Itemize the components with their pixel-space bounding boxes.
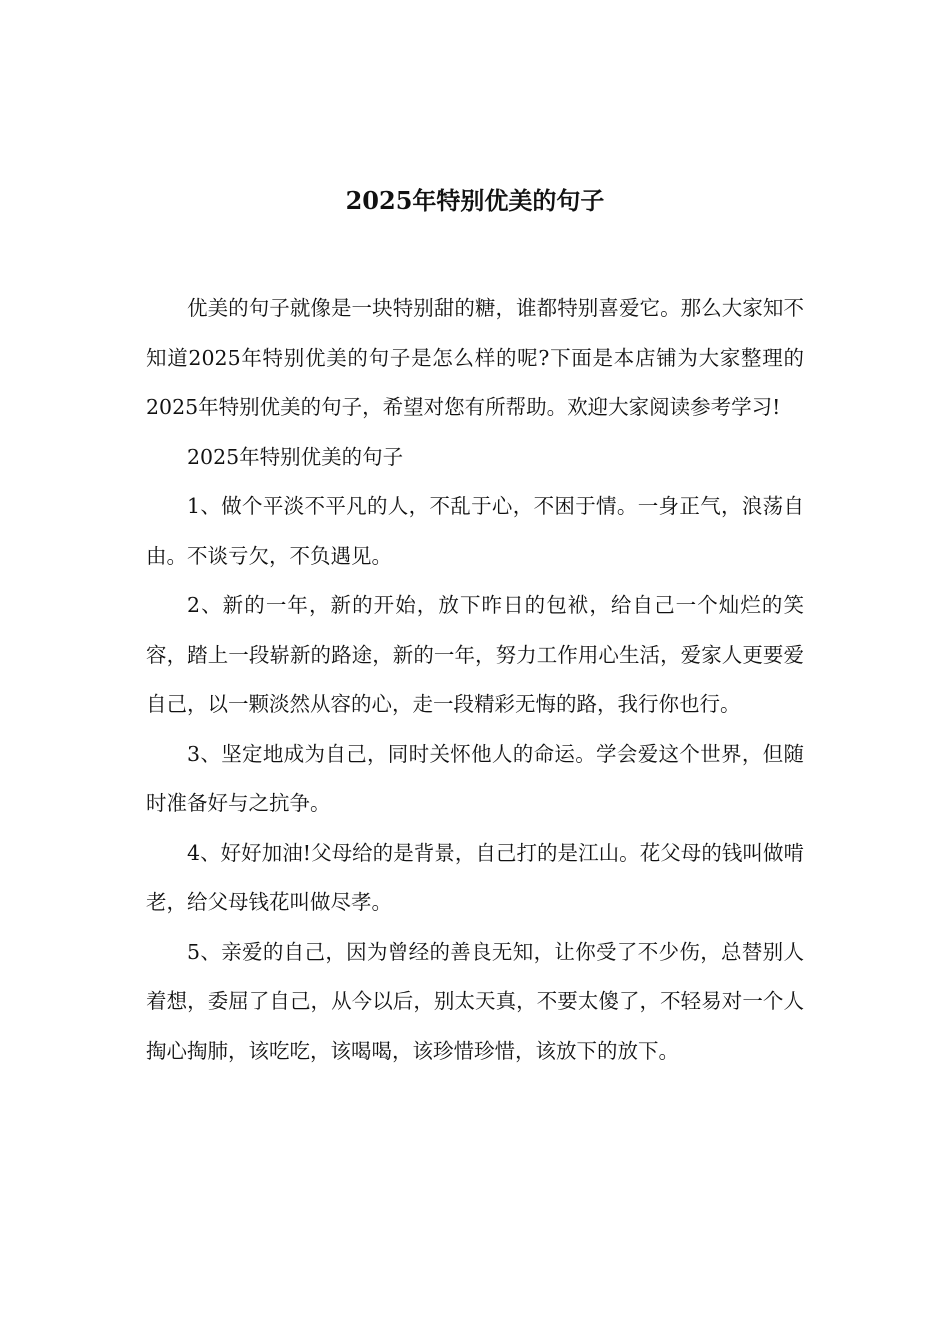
sentence-item-2: 2、新的一年，新的开始，放下昨日的包袱，给自己一个灿烂的笑容，踏上一段崭新的路途，新的一年，努力工作用心生活，爱家人更要爱自己，以一颗淡然从容的心，走一段精彩无悔的路，我行你也行。 bbox=[146, 593, 804, 716]
document-body bbox=[146, 284, 804, 1076]
intro-paragraph: 优美的句子就像是一块特别甜的糖，谁都特别喜爱它。那么大家知不知道2025年特别优美的句子是怎么样的呢?下面是本店铺为大家整理的2025年特别优美的句子，希望对您有所帮助。欢迎大家阅读参考学习! bbox=[146, 296, 804, 419]
sentence-item-5: 5、亲爱的自己，因为曾经的善良无知，让你受了不少伤，总替别人着想，委屈了自己，从今以后，别太天真，不要太傻了，不轻易对一个人掏心掏肺，该吃吃，该喝喝，该珍惜珍惜，该放下的放下。 bbox=[146, 939, 804, 1063]
sentence-item-3: 3、坚定地成为自己，同时关怀他人的命运。学会爱这个世界，但随时准备好与之抗争。 bbox=[146, 741, 804, 815]
sentence-item-1: 1、做个平淡不平凡的人，不乱于心，不困于情。一身正气，浪荡自由。不谈亏欠，不负遇见。 bbox=[146, 494, 804, 568]
section-heading: 2025年特别优美的句子 bbox=[187, 444, 404, 469]
sentence-item-4: 4、好好加油!父母给的是背景，自己打的是江山。花父母的钱叫做啃老，给父母钱花叫做尽孝。 bbox=[146, 840, 804, 914]
document-title: 2025年特别优美的句子 bbox=[345, 186, 605, 215]
